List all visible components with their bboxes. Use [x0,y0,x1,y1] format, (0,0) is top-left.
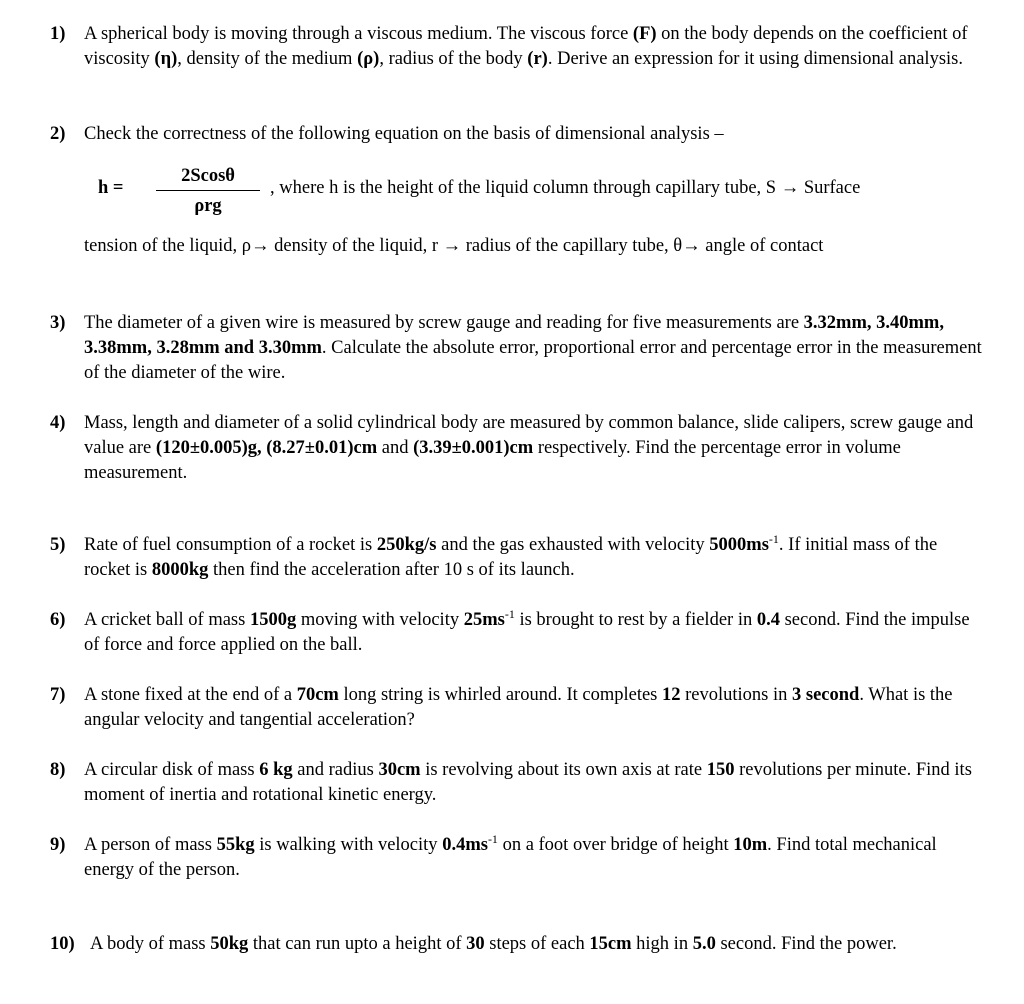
bold-value: 8000kg [151,560,209,580]
bold-value: 12 [662,685,681,705]
bold-value: 0.4ms [442,835,488,855]
text-run: then find the acceleration after 10 s of its launch. [208,560,575,580]
question-number: 2) [50,124,66,144]
question-text [84,758,984,808]
bold-value: (η) [154,49,178,69]
bold-value: 30 [466,934,485,954]
question-text [90,932,985,957]
text-run: Rate of fuel consumption of a rocket is [84,535,377,555]
text-run: and radius [292,760,379,780]
text-run: A stone fixed at the end of a [84,685,297,705]
text-run: A body of mass [90,934,211,954]
text-run: A cricket ball of mass [84,610,250,630]
question-number: 3) [50,313,66,333]
formula-numerator: 2Scosθ [181,166,235,186]
text-run: . Derive an expression for it using dimensional analysis. [547,49,963,69]
bold-value: 3.32mm, 3.40mm, 3.38mm, 3.28mm and 3.30mm [84,313,944,358]
text-run: second. Find the power. [715,934,897,954]
text-run: . What is the angular velocity and tangential acceleration? [84,685,953,730]
text-run: A spherical body is moving through a viscous medium. The viscous force [84,24,633,44]
text-run: second. Find the impulse of force and force applied on the ball. [84,610,970,655]
bold-value: 10m [733,835,768,855]
bold-value: (120±0.005)g, (8.27±0.01)cm [155,438,378,458]
bold-value: (r) [527,49,548,69]
question-text [84,22,984,72]
bold-value: 0.4 [756,610,780,630]
bold-value: 5.0 [692,934,716,954]
text-run: on the body depends on the coefficient of viscosity [84,24,968,69]
text-run: A circular disk of mass [84,760,260,780]
text-run: on a foot over bridge of height [497,835,734,855]
bold-value: 55kg [216,835,255,855]
text-run: is revolving about its own axis at rate [420,760,707,780]
question-number: 6) [50,610,66,630]
bold-value: 1500g [249,610,297,630]
text-run: moving with velocity [296,610,464,630]
question-continuation: tension of the liquid, ρ→ density of the liquid, r → radius of the capillary tube, θ→ angle of contact [84,236,824,256]
question-text [84,683,984,733]
text-run: , density of the medium [177,49,358,69]
question-number: 9) [50,835,66,855]
text-run: , radius of the body [379,49,528,69]
text-run: A person of mass [84,835,217,855]
formula-denominator: ρrg [194,196,222,216]
text-run: that can run upto a height of [248,934,467,954]
text-run: The diameter of a given wire is measured by screw gauge and reading for five measurements are [84,313,804,333]
superscript: -1 [768,532,779,546]
superscript: -1 [504,607,515,621]
bold-value: 150 [706,760,735,780]
question-intro: Check the correctness of the following equation on the basis of dimensional analysis – [84,124,724,144]
formula-lhs: h = [98,178,124,198]
superscript: -1 [487,832,498,846]
text-run: Mass, length and diameter of a solid cylindrical body are measured by common balance, slide calipers, screw gauge and value are [84,413,974,458]
bold-value: (ρ) [357,49,380,69]
question-number: 4) [50,413,66,433]
text-run: . If initial mass of the rocket is [84,535,938,580]
text-run: is brought to rest by a fielder in [514,610,757,630]
formula-where-text: , where h is the height of the liquid column through capillary tube, S → Surface [270,178,861,198]
question-number: 10) [50,934,75,954]
capillary-formula [98,164,998,220]
fraction-bar [156,190,260,191]
text-run: long string is whirled around. It completes [338,685,662,705]
question-text [84,533,984,583]
bold-value: 15cm [589,934,632,954]
bold-value: 30cm [378,760,421,780]
bold-value: 250kg/s [376,535,437,555]
bold-value: (3.39±0.001)cm [413,438,534,458]
bold-value: 6 kg [259,760,293,780]
bold-value: 25ms [463,610,505,630]
question-number: 8) [50,760,66,780]
bold-value: (F) [632,24,657,44]
text-run: is walking with velocity [254,835,443,855]
bold-value: 5000ms [709,535,769,555]
formula-fraction [156,164,260,218]
text-run: respectively. Find the percentage error in volume measurement. [84,438,901,483]
question-text [84,411,984,486]
text-run: and [377,438,414,458]
bold-value: 70cm [296,685,339,705]
bold-value: 3 second [792,685,860,705]
text-run: . Find total mechanical energy of the person. [84,835,937,880]
text-run: revolutions per minute. Find its moment of inertia and rotational kinetic energy. [84,760,972,805]
text-run: high in [631,934,693,954]
question-number: 7) [50,685,66,705]
text-run: . Calculate the absolute error, proportional error and percentage error in the measurement of the diameter of the wire. [84,338,982,383]
question-text [84,833,984,883]
question-text [84,311,984,386]
text-run: and the gas exhausted with velocity [436,535,710,555]
question-text [84,608,984,658]
bold-value: 50kg [210,934,249,954]
text-run: revolutions in [680,685,793,705]
text-run: steps of each [484,934,590,954]
question-number: 1) [50,24,66,44]
question-number: 5) [50,535,66,555]
